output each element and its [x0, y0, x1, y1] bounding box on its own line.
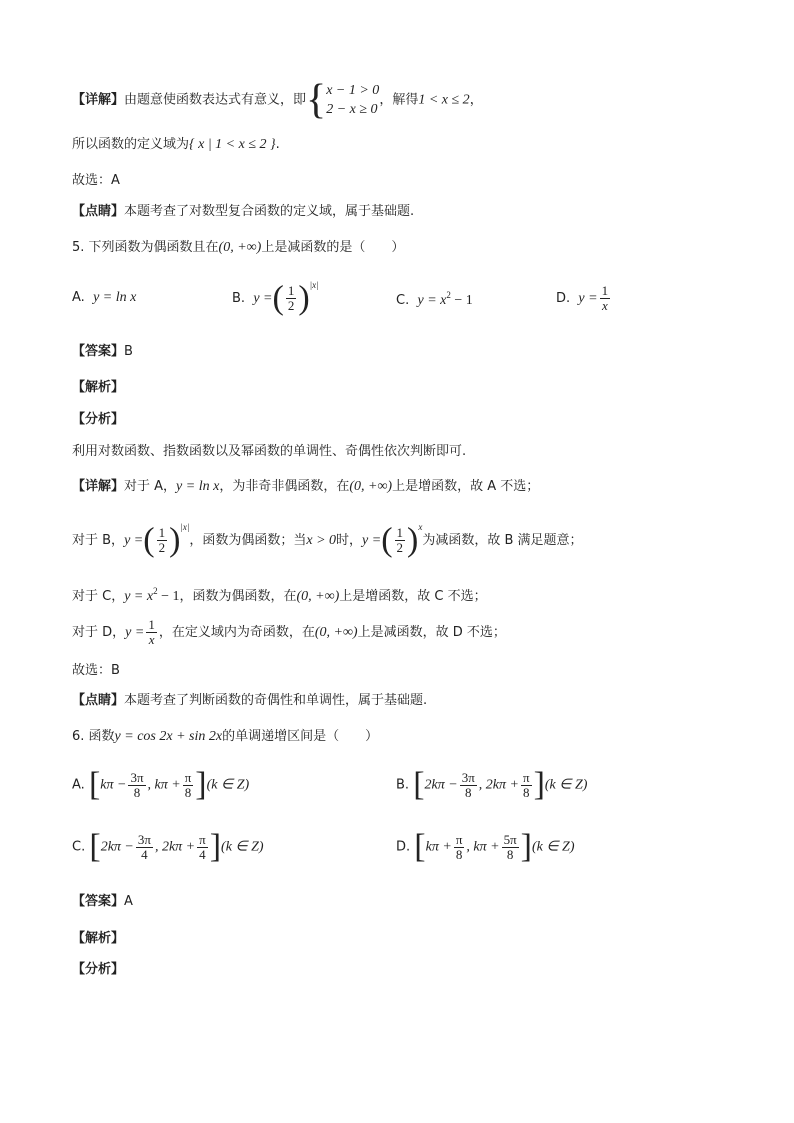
numerator: 3π	[130, 769, 144, 785]
option-formula: y =	[578, 291, 598, 306]
formula: kπ −	[100, 777, 127, 793]
q5-fenxi: 利用对数函数、指数函数以及幂函数的单调性、奇偶性依次判断即可.	[72, 444, 467, 459]
denominator: 2	[396, 540, 404, 555]
option-formula: y = ln x	[93, 290, 137, 305]
answer-value: A	[124, 894, 133, 909]
detail-text: 对于 C，	[72, 589, 125, 604]
q5-comment	[72, 692, 427, 710]
q5-fenxi-tag	[72, 411, 124, 429]
q5-choose: 故选：B	[72, 663, 120, 678]
denominator: 8	[184, 784, 192, 800]
stem-text-2: 上是减函数的是（ ）	[261, 240, 405, 255]
q4-comment	[72, 203, 414, 221]
detail-text-2: ，解得	[379, 92, 419, 108]
q5-option-b	[232, 279, 319, 317]
option-label: A.	[72, 777, 85, 793]
inequality-system	[326, 81, 379, 119]
q5-detail-a	[72, 478, 539, 496]
fraction	[136, 833, 153, 862]
fraction	[502, 833, 519, 862]
detail-text: 对于 B，	[72, 533, 125, 548]
option-label: C.	[72, 839, 86, 855]
fraction	[521, 771, 532, 800]
q5-option-c	[396, 290, 473, 309]
paren: )	[169, 521, 181, 559]
denominator: 2	[287, 298, 295, 313]
answer-tag: 【答案】	[72, 894, 125, 909]
numerator: π	[199, 831, 206, 847]
option-label: A.	[72, 290, 85, 305]
formula: , 2kπ +	[478, 777, 519, 793]
system-brace: {	[306, 77, 327, 123]
option-label: B.	[232, 291, 246, 306]
k-condition: (k ∈ Z)	[206, 777, 250, 793]
q5-analysis-tag	[72, 379, 124, 397]
exponent: 2	[446, 290, 451, 300]
fraction-one-over-x	[146, 618, 157, 647]
numerator: 1	[601, 283, 609, 298]
q6-answer	[72, 893, 133, 911]
fraction	[454, 833, 465, 862]
detail-text: 上是减函数，故 D 不选；	[357, 625, 506, 640]
formula: y =	[362, 533, 382, 548]
analysis-tag: 【解析】	[72, 931, 125, 946]
comment-text: 本题考查了对数型复合函数的定义域，属于基础题.	[124, 204, 415, 219]
denominator: 2	[158, 540, 166, 555]
bracket: ]	[209, 828, 222, 865]
denominator: x	[601, 298, 608, 313]
detail-text: 时，	[336, 533, 363, 548]
q6-option-a	[72, 766, 250, 803]
k-condition: (k ∈ Z)	[544, 777, 588, 793]
fenxi-tag: 【分析】	[72, 962, 125, 977]
bracket: ]	[195, 766, 207, 803]
interval: (0, +∞)	[296, 589, 340, 604]
fraction-half	[286, 284, 297, 313]
q5-detail-b	[72, 518, 583, 559]
paren: (	[381, 521, 393, 559]
k-condition: (k ∈ Z)	[531, 839, 575, 855]
q5-option-d	[556, 284, 612, 313]
detail-text: 上是增函数，故 A 不选；	[392, 479, 540, 494]
detail-text: 由题意使函数表达式有意义，即	[124, 92, 307, 108]
denominator: x	[148, 632, 155, 647]
option-label: D.	[556, 291, 571, 306]
paren: (	[143, 521, 155, 559]
detail-text: 为减函数，故 B 满足题意；	[422, 533, 583, 548]
detail-text: ，函数为偶函数，在	[179, 589, 297, 604]
q6-stem	[72, 728, 378, 746]
stem-interval: (0, +∞)	[218, 240, 262, 255]
option-formula: y = x	[417, 293, 447, 308]
fraction-half	[157, 526, 168, 555]
answer-value: B	[124, 344, 133, 359]
option-label: D.	[396, 839, 411, 855]
q5-stem	[72, 239, 404, 257]
comment-text: 本题考查了判断函数的奇偶性和单调性，属于基础题.	[124, 693, 428, 708]
numerator: 1	[158, 525, 166, 540]
numerator: π	[184, 769, 192, 785]
q6-option-b	[396, 766, 588, 803]
bracket: [	[88, 766, 101, 803]
denominator: 8	[506, 846, 514, 862]
exponent: |x|	[309, 280, 319, 290]
detail-text: 对于 A，	[124, 479, 177, 494]
system-row-2: 2 − x ≥ 0	[326, 102, 378, 117]
exponent: 2	[153, 586, 158, 596]
formula: kπ +	[425, 839, 452, 855]
domain-set: { x | 1 < x ≤ 2 }	[189, 137, 276, 152]
analysis-tag: 【解析】	[72, 380, 125, 395]
denominator: 8	[455, 846, 463, 862]
denominator: 4	[141, 846, 148, 862]
bracket: ]	[533, 766, 545, 803]
bracket: [	[413, 766, 425, 803]
bracket: [	[414, 828, 426, 865]
numerator: 3π	[461, 769, 475, 785]
fraction	[460, 771, 477, 800]
detail-text: ，函数为偶函数；当	[189, 533, 307, 548]
fraction-one-over-x	[600, 284, 611, 313]
formula: 2kπ −	[100, 839, 134, 855]
numerator: 1	[396, 525, 404, 540]
fraction	[128, 771, 145, 800]
formula: , 2kπ +	[154, 839, 196, 855]
condition: x > 0	[306, 533, 337, 548]
exponent: |x|	[180, 522, 190, 532]
answer-tag: 【答案】	[72, 344, 125, 359]
formula: y =	[124, 533, 144, 548]
domain-text: 所以函数的定义域为	[72, 137, 190, 152]
detail-tag: 【详解】	[72, 92, 125, 108]
denominator: 8	[465, 784, 472, 800]
punct: ，	[469, 92, 483, 108]
detail-text: 对于 D，	[72, 625, 126, 640]
formula: y =	[125, 625, 145, 640]
paren: )	[298, 279, 310, 317]
formula: , kπ +	[466, 839, 500, 855]
q6-option-c	[72, 828, 264, 865]
paren: )	[407, 521, 419, 559]
q4-choose: 故选：A	[72, 173, 120, 188]
q5-option-a	[72, 290, 136, 306]
numerator: π	[455, 831, 463, 847]
interval: (0, +∞)	[349, 479, 393, 494]
interval: (0, +∞)	[314, 625, 358, 640]
stem-formula: y = cos 2x + sin 2x	[114, 729, 223, 744]
q6-fenxi-tag	[72, 961, 124, 979]
comment-tag: 【点睛】	[72, 204, 125, 219]
solution-inequality: 1 < x ≤ 2	[418, 92, 470, 108]
stem-text-2: 的单调递增区间是（ ）	[222, 729, 379, 744]
denominator: 8	[133, 784, 141, 800]
formula: , kπ +	[147, 777, 181, 793]
bracket: ]	[520, 828, 532, 865]
fraction	[197, 833, 208, 862]
denominator: 4	[199, 846, 206, 862]
detail-text: 上是增函数，故 C 不选；	[339, 589, 487, 604]
punct: .	[275, 137, 280, 152]
detail-text: ，在定义域内为奇函数，在	[158, 625, 315, 640]
k-condition: (k ∈ Z)	[221, 839, 264, 855]
formula: 2kπ −	[424, 777, 458, 793]
option-label: C.	[396, 293, 410, 308]
detail-tag: 【详解】	[72, 479, 125, 494]
q5-detail-c	[72, 582, 487, 606]
numerator: 3π	[137, 831, 151, 847]
numerator: π	[522, 769, 530, 785]
fraction-half	[395, 526, 406, 555]
numerator: 5π	[503, 831, 517, 847]
exponent: x	[418, 522, 423, 532]
numerator: 1	[148, 617, 155, 632]
stem-text: 6. 函数	[72, 729, 115, 744]
denominator: 8	[523, 784, 530, 800]
fraction	[183, 771, 194, 800]
option-formula-tail: − 1	[450, 293, 473, 308]
fenxi-tag: 【分析】	[72, 412, 125, 427]
option-label: B.	[396, 777, 410, 793]
option-formula: y =	[253, 291, 273, 306]
q4-detail-line	[72, 77, 483, 123]
q6-analysis-tag	[72, 930, 124, 948]
q6-option-d	[396, 828, 575, 865]
stem-text: 5. 下列函数为偶函数且在	[72, 240, 219, 255]
detail-text: ，为非奇非偶函数，在	[219, 479, 350, 494]
formula: y = ln x	[176, 479, 220, 494]
q5-answer	[72, 343, 133, 361]
formula: y = x	[124, 589, 154, 604]
system-row-1: x − 1 > 0	[326, 83, 380, 98]
numerator: 1	[287, 283, 295, 298]
bracket: [	[89, 828, 101, 865]
paren: (	[272, 279, 284, 317]
formula-tail: − 1	[157, 589, 180, 604]
q5-detail-d	[72, 618, 506, 647]
comment-tag: 【点睛】	[72, 693, 125, 708]
q4-domain-line	[72, 136, 280, 154]
